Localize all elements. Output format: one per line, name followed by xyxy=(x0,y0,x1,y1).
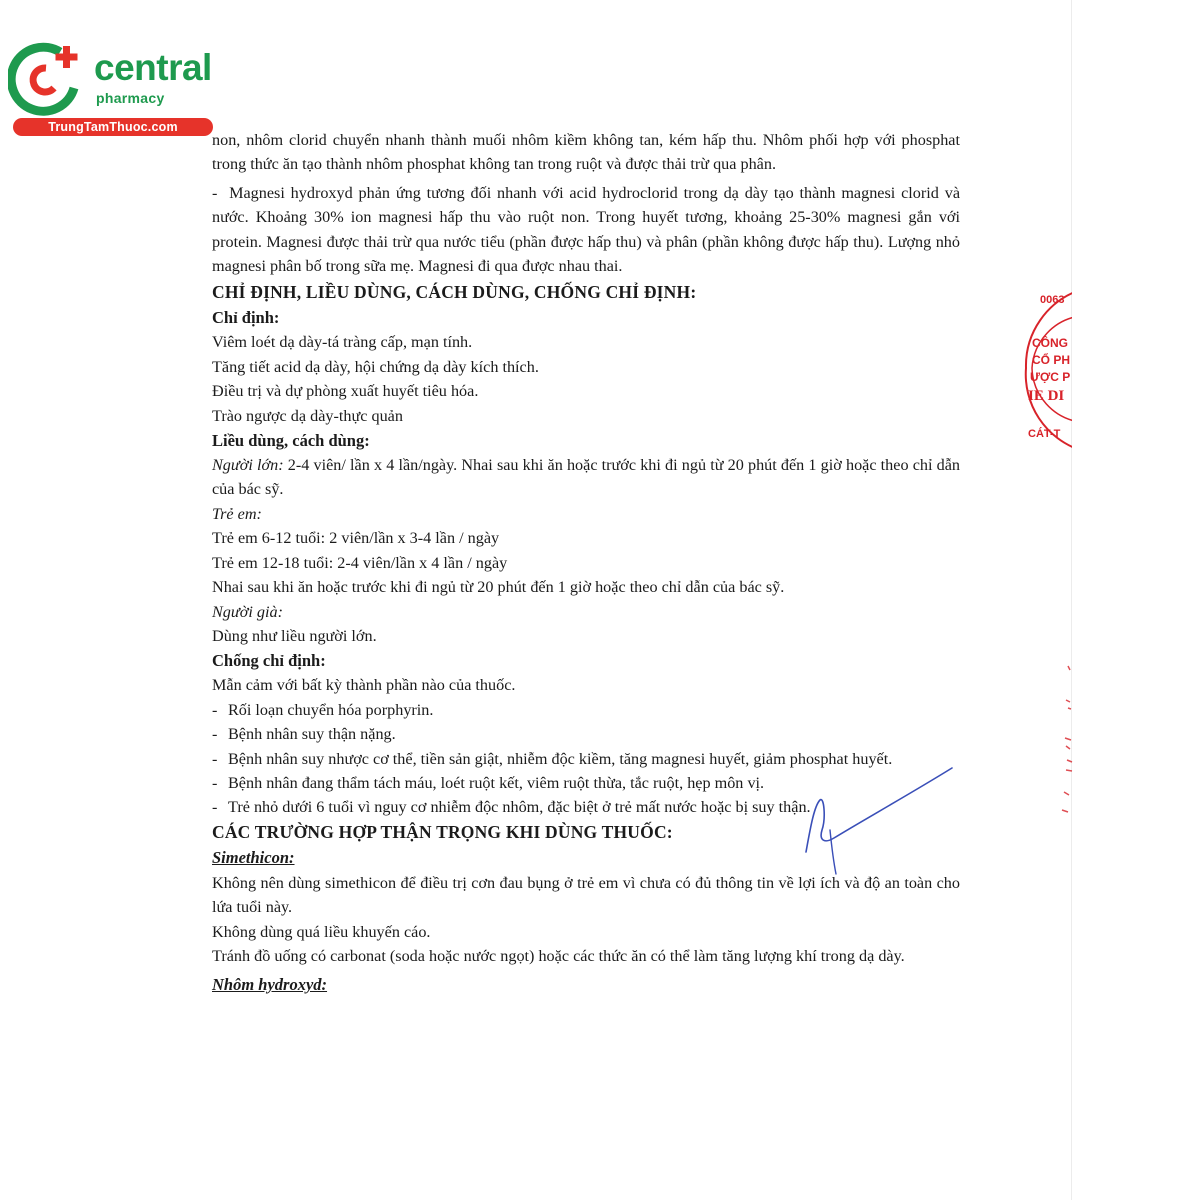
simethicon-note: Không dùng quá liều khuyến cáo. xyxy=(212,922,431,941)
contra-intro: Mẫn cảm với bất kỳ thành phần nào của thuốc. xyxy=(212,676,516,695)
contra-item: - Trẻ nhỏ dưới 6 tuổi vì nguy cơ nhiễm độc nhôm, đặc biệt ở trẻ mất nước hoặc bị suy thận. xyxy=(212,798,811,817)
page-edge xyxy=(1071,0,1072,1200)
contra-item-text: Trẻ nhỏ dưới 6 tuổi vì nguy cơ nhiễm độc nhôm, đặc biệt ở trẻ mất nước hoặc bị suy thận. xyxy=(228,798,811,817)
contra-item: - Rối loạn chuyển hóa porphyrin. xyxy=(212,700,434,719)
subheading-contraindications: Chống chỉ định: xyxy=(212,651,326,671)
company-stamp xyxy=(1020,288,1072,458)
paragraph-aluminium: non, nhôm clorid chuyển nhanh thành muối nhôm kiềm không tan, kém hấp thu. Nhôm phối hợp với phosphat trong thức ăn tạo thành nhôm phosphat không tan trong ruột và được thải trừ qua phân. xyxy=(212,131,960,174)
subheading-dosage: Liều dùng, cách dùng: xyxy=(212,431,370,451)
dosage-child: Nhai sau khi ăn hoặc trước khi đi ngủ từ 20 phút đến 1 giờ hoặc theo chỉ dẫn của bác sỹ. xyxy=(212,578,785,597)
brand-subtitle: pharmacy xyxy=(96,90,165,106)
dosage-adult xyxy=(212,453,960,502)
stamp-marks xyxy=(1052,660,1076,820)
child-label: Trẻ em: xyxy=(212,504,262,523)
elder-label: Người già: xyxy=(212,602,283,621)
simethicon-note: Tránh đồ uống có carbonat (soda hoặc nước ngọt) hoặc các thức ăn có thể làm tăng lượng khí trong dạ dày. xyxy=(212,946,905,965)
dosage-child: Trẻ em 12-18 tuổi: 2-4 viên/lần x 4 lần / ngày xyxy=(212,553,508,572)
signature-icon xyxy=(800,760,960,880)
adult-label: Người lớn: xyxy=(212,456,284,475)
contra-item-text: Bệnh nhân đang thẩm tách máu, loét ruột kết, viêm ruột thừa, tắc ruột, hẹp môn vị. xyxy=(228,773,765,792)
brand-name: central xyxy=(94,47,212,88)
contra-item-text: Rối loạn chuyển hóa porphyrin. xyxy=(228,700,434,719)
pharmacy-cross-icon xyxy=(8,38,88,118)
stamp-number: 0063 xyxy=(1040,294,1065,306)
contra-item: - Bệnh nhân suy nhược cơ thể, tiền sản giật, nhiễm độc kiềm, tăng magnesi huyết, giảm phosphat huyết. xyxy=(212,749,893,768)
contra-item-text: Bệnh nhân suy nhược cơ thể, tiền sản giật, nhiễm độc kiềm, tăng magnesi huyết, giảm phosphat huyết. xyxy=(228,749,893,768)
adult-text: 2-4 viên/ lần x 4 lần/ngày. Nhai sau khi ăn hoặc trước khi đi ngủ từ 20 phút đến 1 giờ hoặc theo chỉ dẫn của bác sỹ. xyxy=(212,456,960,499)
stamp-bottom: CÁT-T xyxy=(1028,428,1061,440)
subheading-aluminium-hydroxide: Nhôm hydroxyd: xyxy=(212,975,328,995)
subheading-indications: Chỉ định: xyxy=(212,308,280,328)
subheading-simethicon: Simethicon: xyxy=(212,847,295,867)
brand-logo[interactable] xyxy=(8,38,218,138)
contra-item: - Bệnh nhân đang thẩm tách máu, loét ruột kết, viêm ruột thừa, tắc ruột, hẹp môn vị. xyxy=(212,773,765,792)
stamp-line: ƯỢC P xyxy=(1030,370,1071,384)
indication-item: Tăng tiết acid dạ dày, hội chứng dạ dày kích thích. xyxy=(212,357,539,376)
stamp-line: CỔ PH xyxy=(1032,353,1071,367)
section-heading-indications: CHỈ ĐỊNH, LIỀU DÙNG, CÁCH DÙNG, CHỐNG CHỈ ĐỊNH: xyxy=(212,282,697,303)
dash: - xyxy=(212,183,218,202)
simethicon-note: Không nên dùng simethicon để điều trị cơn đau bụng ở trẻ em vì chưa có đủ thông tin về lợi ích và độ an toàn cho lứa tuổi này. xyxy=(212,873,960,917)
dosage-child: Trẻ em 6-12 tuổi: 2 viên/lần x 3-4 lần / ngày xyxy=(212,529,500,548)
section-heading-precautions: CÁC TRƯỜNG HỢP THẬN TRỌNG KHI DÙNG THUỐC: xyxy=(212,821,673,842)
indication-item: Viêm loét dạ dày-tá tràng cấp, mạn tính. xyxy=(212,333,473,352)
contra-item-text: Bệnh nhân suy thận nặng. xyxy=(228,725,396,744)
dosage-elder: Dùng như liều người lớn. xyxy=(212,626,377,645)
indication-item: Trào ngược dạ dày-thực quản xyxy=(212,406,403,425)
stamp-line: IE DI xyxy=(1028,388,1065,404)
indication-item: Điều trị và dự phòng xuất huyết tiêu hóa. xyxy=(212,382,479,401)
stamp-line: CÔNG xyxy=(1032,336,1068,350)
paragraph-magnesium-text: Magnesi hydroxyd phản ứng tương đối nhanh với acid hydroclorid trong dạ dày tạo thành magnesi clorid và nước. Khoảng 30% ion magnesi hấp thu vào ruột non. Trong huyết tương, khoảng 25-30% magnesi gắn với protein. Magnesi được thải trừ qua nước tiểu (phần được hấp thu) và phân (phần không được hấp thu). Lượng nhỏ magnesi phân bố trong sữa mẹ. Magnesi đi qua được nhau thai. xyxy=(212,183,960,276)
paragraph-magnesium xyxy=(212,181,960,279)
contra-item: - Bệnh nhân suy thận nặng. xyxy=(212,725,396,744)
brand-website[interactable]: TrungTamThuoc.com xyxy=(13,118,213,136)
